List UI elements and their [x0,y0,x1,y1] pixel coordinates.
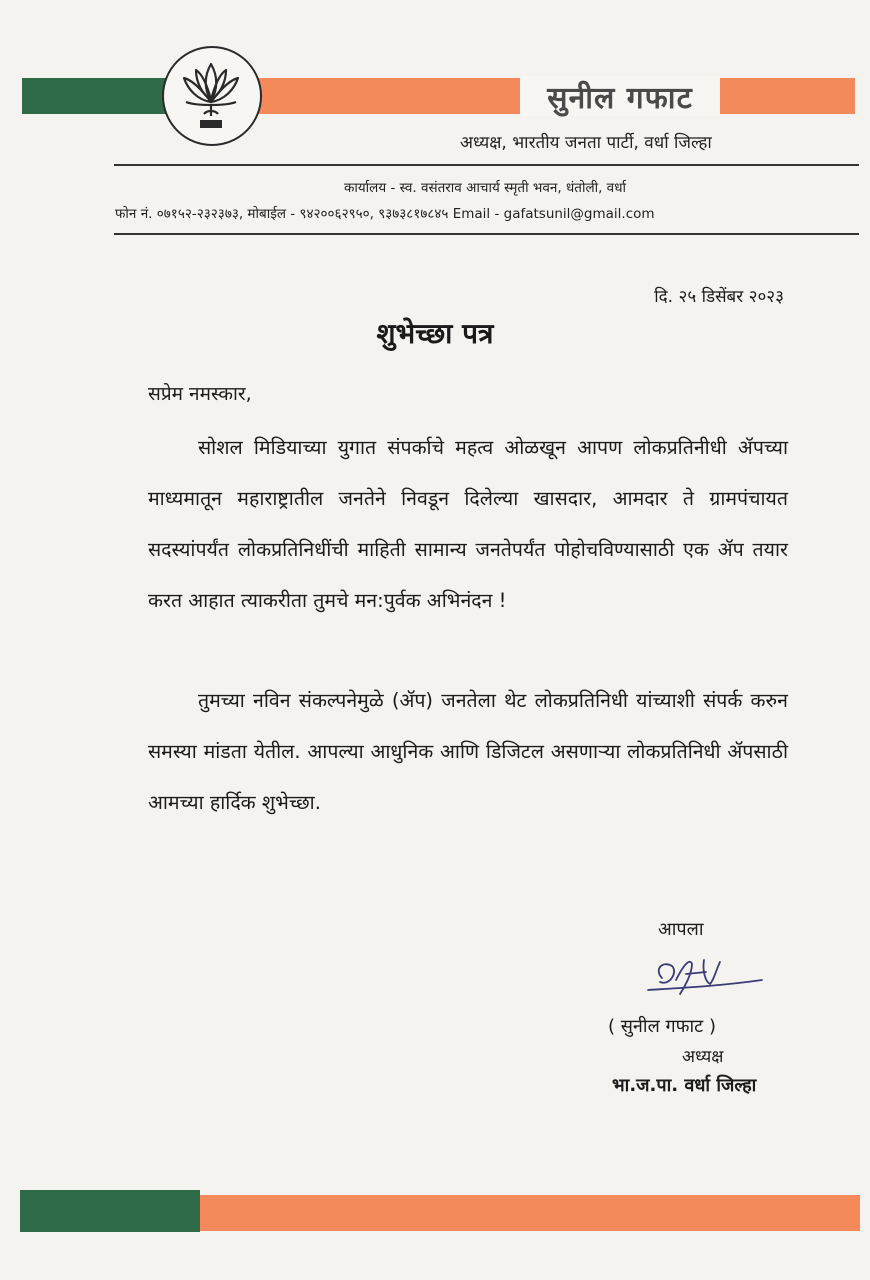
closing: आपला [658,919,704,940]
body-paragraph-1: सोशल मिडियाच्या युगात संपर्काचे महत्व ओळखून आपण लोकप्रतिनीधी ॲपच्या माध्यमातून महाराष्ट्रातील जनतेने निवडून दिलेल्या खासदार, आमदार ते ग्रामपंचायत सदस्यांपर्यंत लोकप्रतिनिधींची माहिती सामान्य जनतेपर्यंत पोहोचविण्यासाठी एक ॲप तयार करत आहात त्याकरीता तुमचे मन:पुर्वक अभिनंदन ! [148,436,788,612]
letterhead-designation: अध्यक्ष, भारतीय जनता पार्टी, वर्धा जिल्हा [460,133,712,153]
office-address: कार्यालय - स्व. वसंतराव आचार्य स्मृती भवन, धंतोली, वर्धा [343,180,626,196]
footer-green-band [20,1190,200,1232]
salutation: सप्रेम नमस्कार, [148,383,252,405]
body-paragraph-2: तुमच्या नविन संकल्पनेमुळे (ॲप) जनतेला थेट लोकप्रतिनिधी यांच्याशी संपर्क करुन समस्या मांडता येतील. आपल्या आधुनिक आणि डिजिटल असणाऱ्या लोकप्रतिनिधी ॲपसाठी आमच्या हार्दिक शुभेच्छा. [148,689,788,814]
lotus-icon [174,56,248,136]
letter-date: दि. २५ डिसेंबर २०२३ [654,287,784,307]
bjp-logo [162,46,262,146]
letter-title: शुभेच्छा पत्र [376,317,494,350]
signatory-organisation: भा.ज.पा. वर्धा जिल्हा [612,1075,757,1096]
contact-details: फोन नं. ०७१५२-२३२३७३, मोबाईल - ९४२००६२९५०, ९३७३८१७८४५ Email - gafatsunil@gmail.com [115,206,655,222]
letterhead-name-box [520,76,720,116]
header-divider-top [114,164,859,166]
letterhead-green-band [22,78,182,114]
handwritten-signature [640,950,770,1004]
footer-orange-band [200,1195,860,1231]
letterhead-name: सुनील गफाट [547,80,693,116]
signatory-name: ( सुनील गफाट ) [608,1016,716,1037]
header-divider-bottom [114,233,859,235]
signatory-role: अध्यक्ष [682,1047,724,1067]
